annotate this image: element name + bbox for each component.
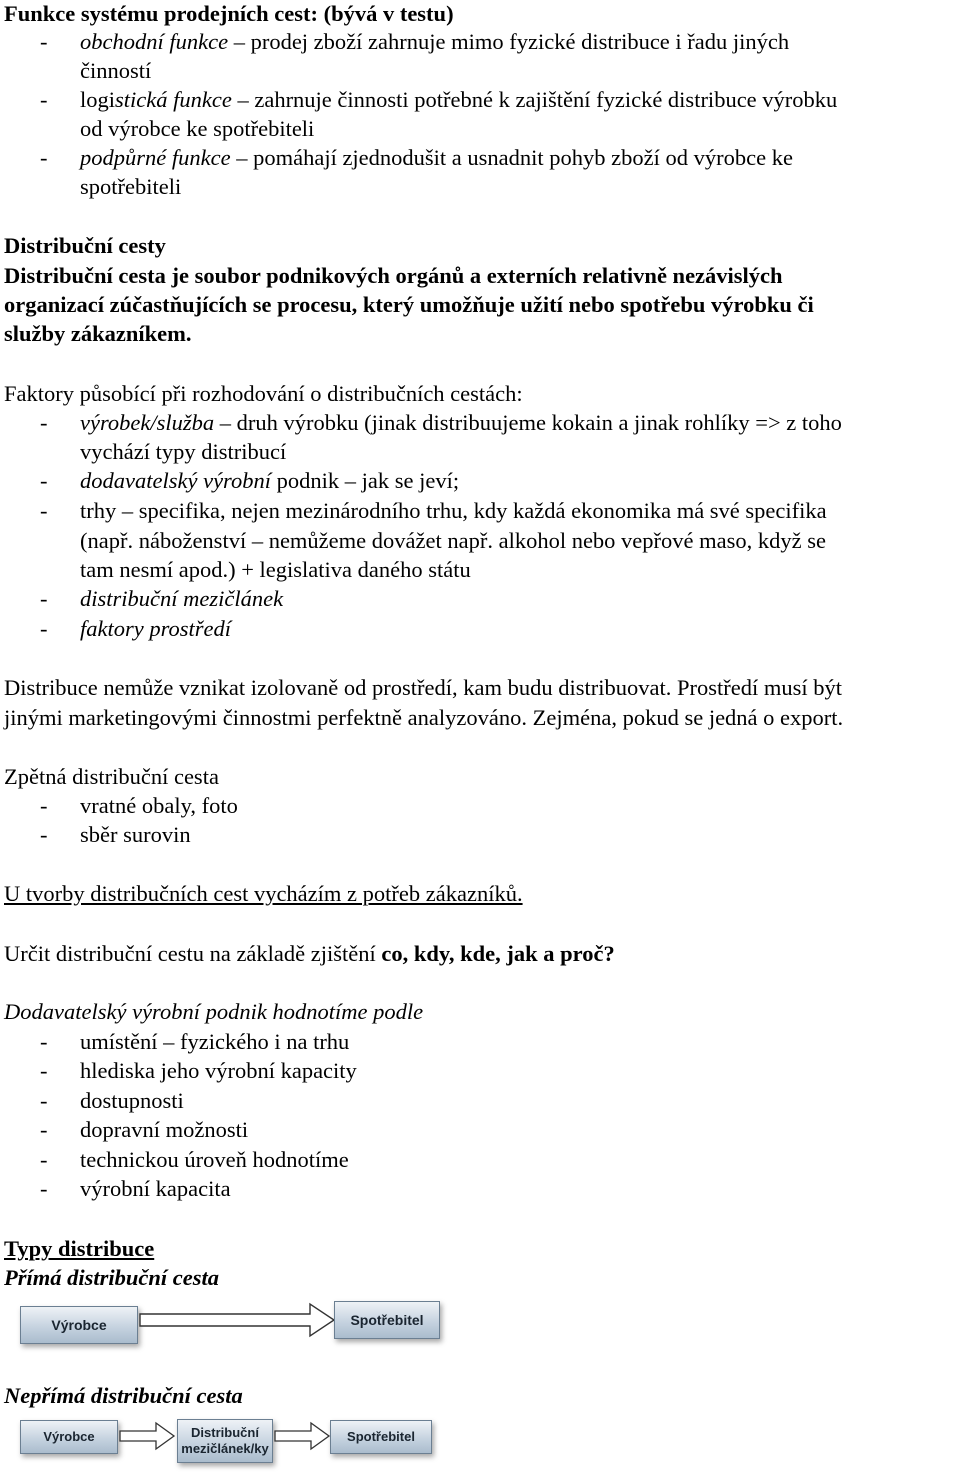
list-item: sběr surovin bbox=[80, 822, 191, 847]
consumer-box: Spotřebitel bbox=[334, 1301, 440, 1339]
direct-title: Přímá distribuční cesta bbox=[4, 1265, 220, 1290]
list-item: výrobní kapacita bbox=[80, 1176, 231, 1201]
dash: - bbox=[40, 410, 48, 435]
dash: - bbox=[40, 1117, 48, 1142]
dash: - bbox=[40, 145, 48, 170]
item-label: podpůrné funkce bbox=[80, 145, 231, 170]
definition-line: služby zákazníkem. bbox=[4, 321, 192, 346]
dash: - bbox=[40, 822, 48, 847]
dash: - bbox=[40, 586, 48, 611]
list-item: umístění – fyzického i na trhu bbox=[80, 1029, 350, 1054]
factor-item bbox=[80, 467, 459, 495]
factor-text-cont: tam nesmí apod.) + legislativa daného státu bbox=[80, 557, 471, 582]
distribution-types-title: Typy distribuce bbox=[4, 1236, 155, 1261]
section8-title: Dodavatelský výrobní podnik hodnotíme podle bbox=[4, 999, 424, 1024]
item-label: obchodní funkce bbox=[80, 29, 229, 54]
dash: - bbox=[40, 1058, 48, 1083]
dash: - bbox=[40, 1176, 48, 1201]
item-text-cont: činností bbox=[80, 58, 152, 83]
section2-title: Distribuční cesty bbox=[4, 233, 166, 258]
list-item: vratné obaly, foto bbox=[80, 793, 238, 818]
dash: - bbox=[40, 616, 48, 641]
intermediary-line1: Distribuční bbox=[191, 1425, 259, 1440]
dash: - bbox=[40, 1088, 48, 1113]
producer-box: Výrobce bbox=[20, 1420, 118, 1454]
section5-title: Zpětná distribuční cesta bbox=[4, 764, 219, 789]
direct-arrow-icon bbox=[140, 1300, 336, 1340]
section1-title: Funkce systému prodejních cest: (bývá v testu) bbox=[4, 1, 454, 26]
factor-text: podnik – jak se jeví; bbox=[276, 468, 460, 493]
list-item bbox=[80, 144, 793, 172]
item-label-italic: stická funkce bbox=[115, 87, 232, 112]
factor-item: faktory prostředí bbox=[80, 616, 232, 641]
item-text-cont: spotřebiteli bbox=[80, 174, 182, 199]
list-item: dostupnosti bbox=[80, 1088, 184, 1113]
definition-line: Distribuční cesta je soubor podnikových orgánů a externích relativně nezávislých bbox=[4, 263, 783, 288]
dash: - bbox=[40, 29, 48, 54]
customer-needs-line: U tvorby distribučních cest vycházím z potřeb zákazníků. bbox=[4, 881, 523, 906]
list-item bbox=[80, 86, 837, 114]
producer-box: Výrobce bbox=[20, 1306, 138, 1344]
questions-text: Určit distribuční cestu na základě zjištění bbox=[4, 941, 382, 966]
questions-bold: co, kdy, kde, jak a proč? bbox=[381, 941, 615, 966]
paragraph-line: jinými marketingovými činnostmi perfektně analyzováno. Zejména, pokud se jedná o export. bbox=[4, 705, 844, 730]
factors-intro: Faktory působící při rozhodování o distribučních cestách: bbox=[4, 381, 523, 406]
factor-text: – druh výrobku (jinak distribuujeme kokain a jinak rohlíky => z toho bbox=[219, 410, 842, 435]
factor-item: distribuční mezičlánek bbox=[80, 586, 284, 611]
definition-line: organizací zúčastňujících se procesu, který umožňuje užití nebo spotřebu výrobku či bbox=[4, 292, 814, 317]
factor-item bbox=[80, 409, 842, 437]
paragraph-line: Distribuce nemůže vznikat izolovaně od prostředí, kam budu distribuovat. Prostředí musí být bbox=[4, 675, 842, 700]
dash: - bbox=[40, 793, 48, 818]
dash: - bbox=[40, 1029, 48, 1054]
intermediary-line2: mezičlánek/ky bbox=[181, 1441, 269, 1456]
item-text: – pomáhají zjednodušit a usnadnit pohyb zboží od výrobce ke bbox=[236, 145, 793, 170]
indirect-arrow-icon bbox=[275, 1420, 331, 1452]
factor-label: výrobek/služba bbox=[80, 410, 215, 435]
item-label-plain: logi bbox=[80, 87, 116, 112]
list-item: dopravní možnosti bbox=[80, 1117, 249, 1142]
consumer-box: Spotřebitel bbox=[330, 1420, 432, 1454]
dash: - bbox=[40, 498, 48, 523]
list-item: technickou úroveň hodnotíme bbox=[80, 1147, 349, 1172]
questions-line bbox=[4, 940, 615, 968]
item-text-cont: od výrobce ke spotřebiteli bbox=[80, 116, 315, 141]
factor-label: dodavatelský výrobní bbox=[80, 468, 271, 493]
factor-text-cont: vychází typy distribucí bbox=[80, 439, 287, 464]
list-item: hlediska jeho výrobní kapacity bbox=[80, 1058, 357, 1083]
factor-item: trhy – specifika, nejen mezinárodního trhu, kdy každá ekonomika má své specifika bbox=[80, 498, 827, 523]
factor-text-cont: (např. náboženství – nemůžeme dovážet např. alkohol nebo vepřové maso, když se bbox=[80, 528, 826, 553]
indirect-title: Nepřímá distribuční cesta bbox=[4, 1383, 243, 1408]
indirect-arrow-icon bbox=[120, 1420, 176, 1452]
list-item bbox=[80, 28, 789, 56]
item-text: – prodej zboží zahrnuje mimo fyzické distribuce i řadu jiných bbox=[233, 29, 790, 54]
intermediary-box bbox=[177, 1419, 273, 1463]
dash: - bbox=[40, 87, 48, 112]
dash: - bbox=[40, 1147, 48, 1172]
item-text: – zahrnuje činnosti potřebné k zajištění fyzické distribuce výrobku bbox=[237, 87, 838, 112]
dash: - bbox=[40, 468, 48, 493]
